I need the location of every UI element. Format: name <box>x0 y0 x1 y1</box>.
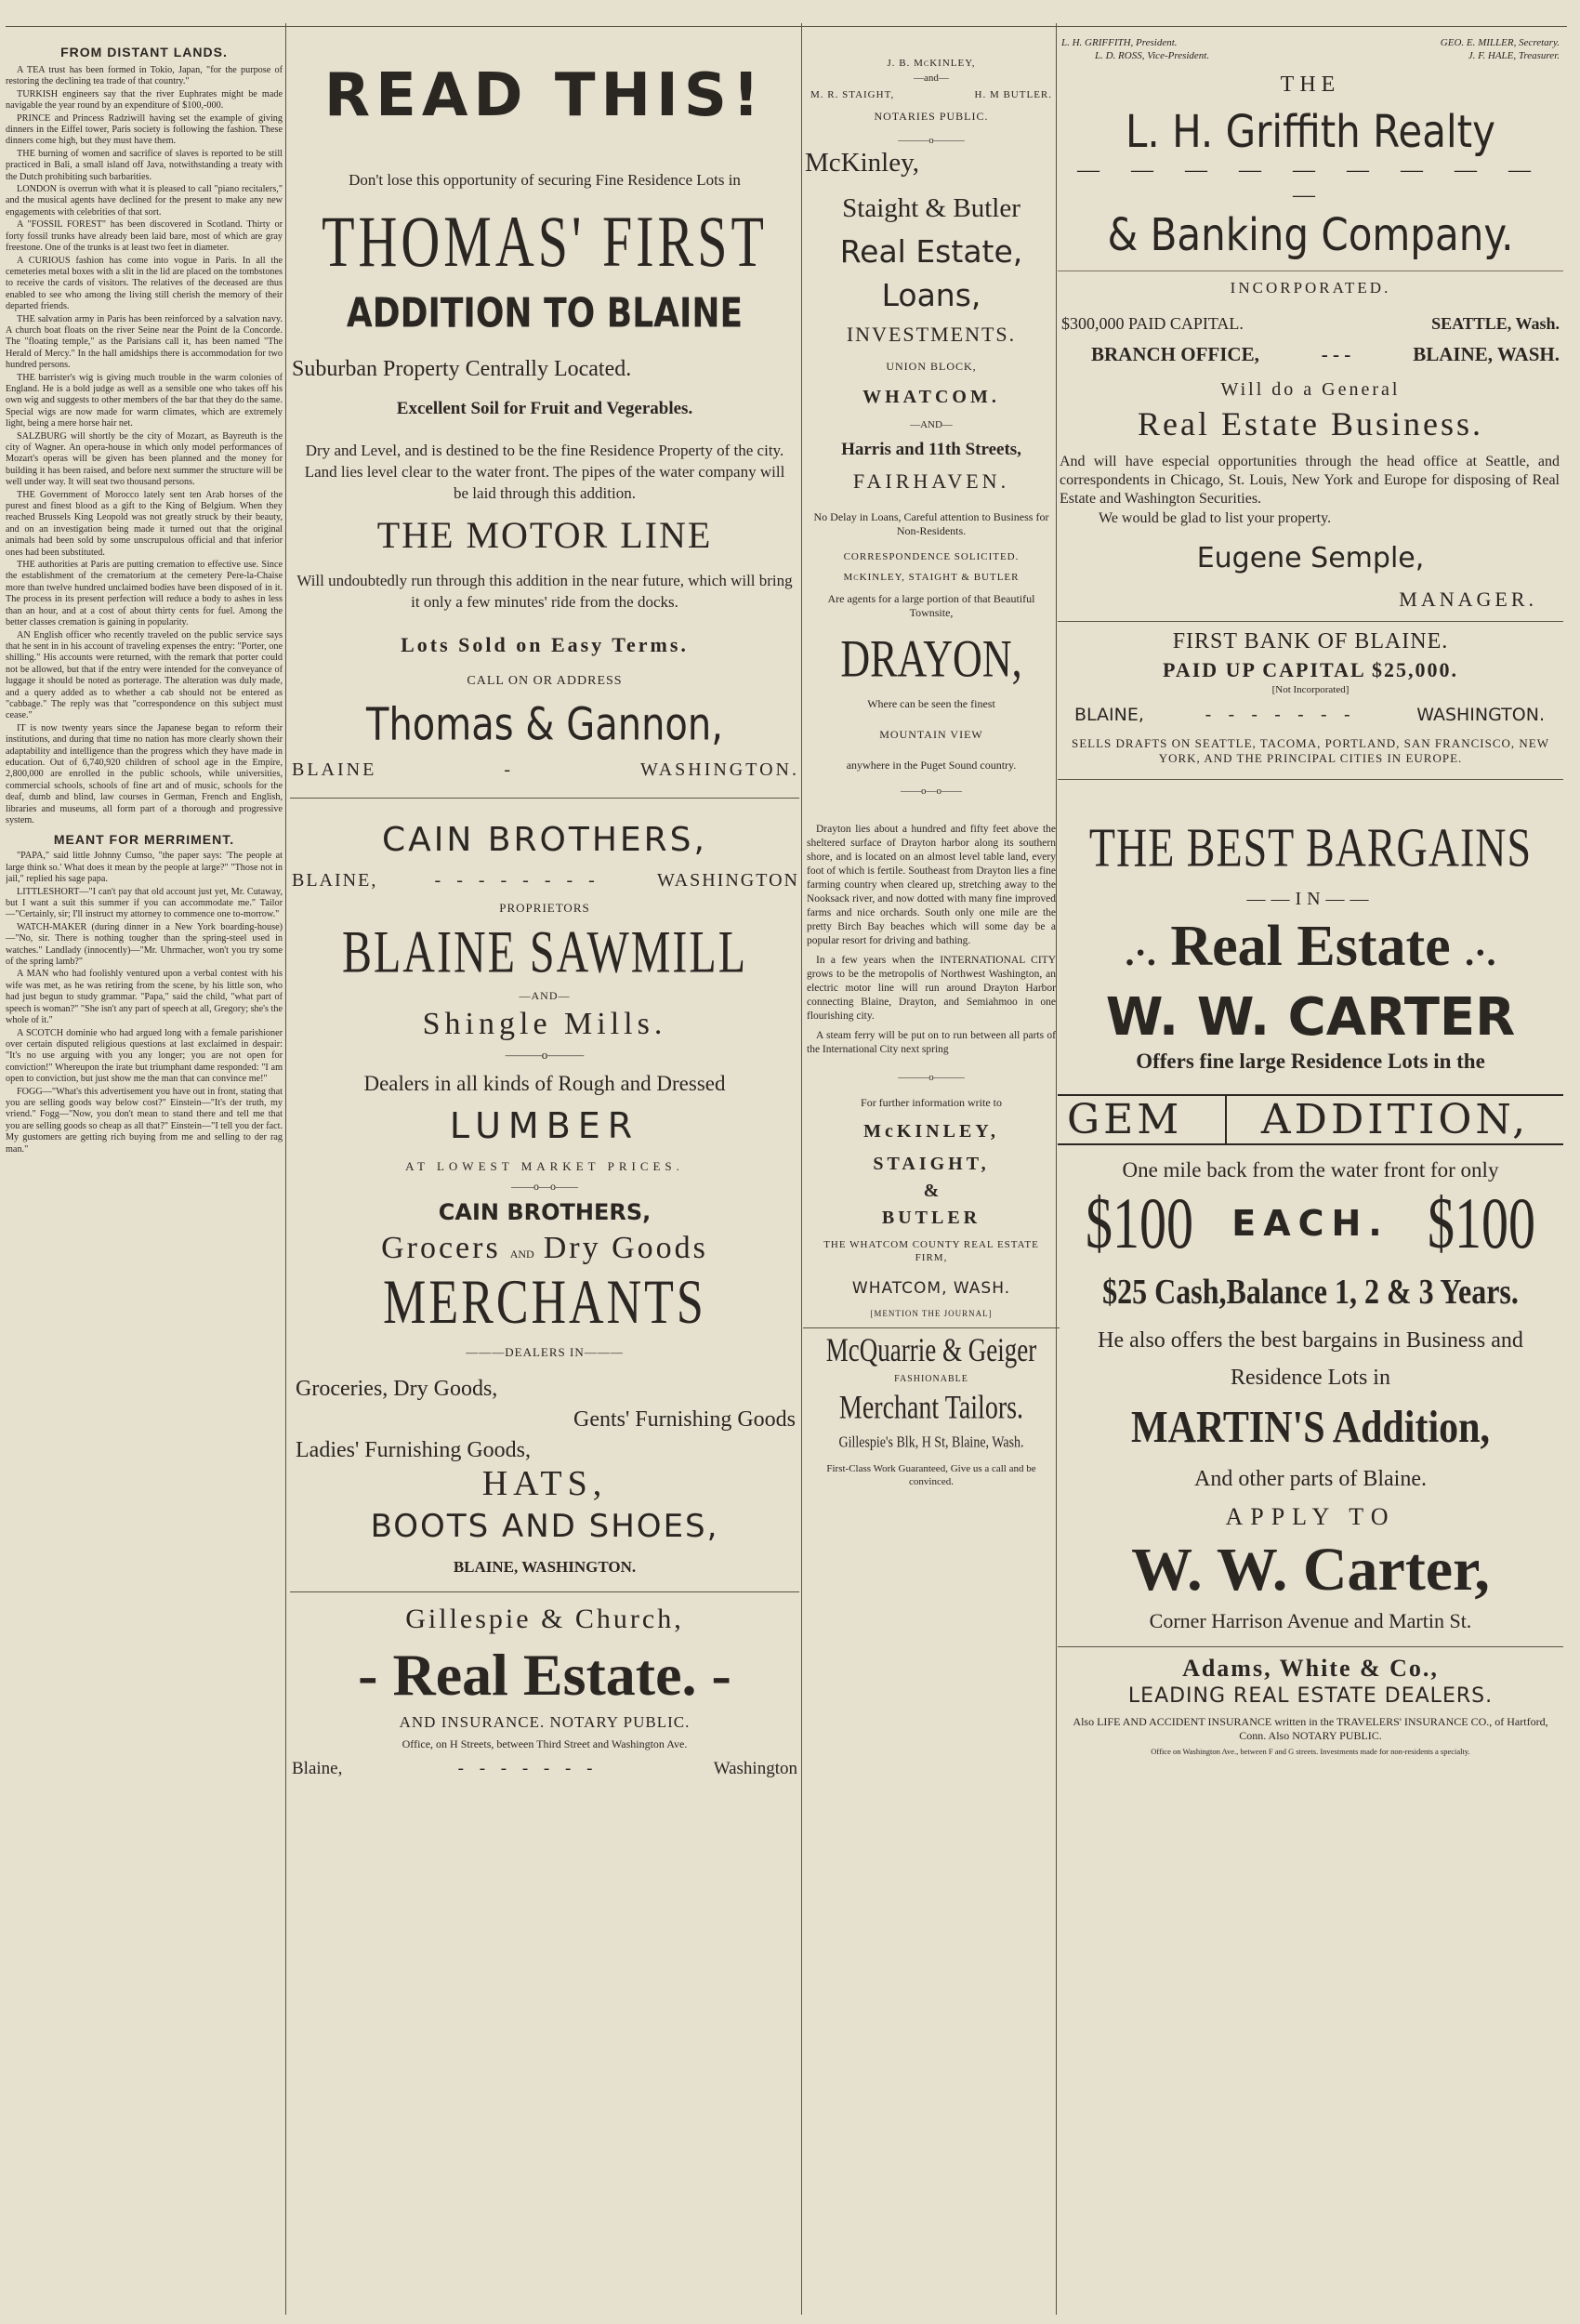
cain-ad <box>290 821 799 1577</box>
mckinley-name: McKinley, <box>805 148 919 178</box>
drayton-para-3: A steam ferry will be put on to run between all parts of the International City next spring <box>807 1030 1056 1055</box>
gillespie-state: Washington <box>713 1759 797 1778</box>
thomas-ad <box>290 61 799 781</box>
in-line: ——IN—— <box>1246 889 1375 909</box>
intro-text: Don't lose this opportunity of securing Fine Residence Lots in <box>349 171 741 189</box>
gem-addition-box <box>1058 1094 1563 1145</box>
blaine-sawmill: BLAINE SAWMILL <box>341 918 748 986</box>
suburban-line: Suburban Property Centrally Located. <box>292 357 632 381</box>
colon-ornament: .·. <box>1125 931 1156 973</box>
investments: INVESTMENTS. <box>846 323 1017 346</box>
gem: GEM <box>1058 1096 1227 1143</box>
seattle: SEATTLE, Wash. <box>1431 314 1560 333</box>
griffith-name-2: & Banking Company. <box>1107 208 1514 261</box>
whatcom: WHATCOM. <box>862 387 1000 407</box>
fashionable: FASHIONABLE <box>894 1374 968 1384</box>
agents-line: Are agents for a large portion of that Beautiful Townsite, <box>827 592 1035 619</box>
puget-line: anywhere in the Puget Sound country. <box>846 759 1017 772</box>
union-block: UNION BLOCK, <box>886 360 977 373</box>
news-item: TURKISH engineers say that the river Euphrates might be made navigable the year round by an expenditure of $100,-000. <box>6 88 283 112</box>
mcquarrie-geiger: McQuarrie & Geiger <box>825 1330 1037 1369</box>
gillespie-real-estate: - Real Estate. - <box>358 1642 731 1708</box>
hats: HATS, <box>481 1464 608 1503</box>
news-item: THE burning of women and sacrifice of slaves is reported to be still practiced in Bali, a small island off Java, notwithstanding a treaty with the Dutch prohibiting such barbarities. <box>6 148 283 182</box>
price-right: $100 <box>1428 1182 1535 1264</box>
eugene-semple: Eugene Semple, <box>1196 542 1425 574</box>
cain-city: BLAINE, <box>292 870 378 891</box>
corner: Corner Harrison Avenue and Martin St. <box>1149 1609 1472 1632</box>
news-item: A MAN who had foolishly ventured upon a verbal contest with his wife was met, as he was retiring from the scene, by his little son, who had just begun to study grammar. "Papa," said the child, "what part of speech is woman?" "She isn't any part of speech at all, Gregory; she's the whole of it." <box>6 969 283 1026</box>
adams-ad <box>1058 1655 1563 1756</box>
grocers: Grocers <box>381 1231 501 1265</box>
boots-shoes: BOOTS AND SHOES, <box>370 1508 719 1545</box>
glad-line: We would be glad to list your property. <box>1099 510 1332 526</box>
and-line: —AND— <box>519 989 571 1002</box>
gillespie-office: Office, on H Streets, between Third Street and Washington Ave. <box>402 1737 688 1750</box>
dash-line: — — — — — — — — — — <box>1077 158 1544 207</box>
news-item: THE authorities at Paris are putting cremation to effective use. Since the establishment of the crematorium at the cemetery Pere-la-Chaise more than twelve hundred unclaimed bodies have been disposed of in it. The process in its present perfection will reduce a body to ashes in less than an hour, and at a cost of about thirty cents for fuel. Among the better classes cremation is gaining in popularity. <box>6 560 283 628</box>
motor-line-title: THE MOTOR LINE <box>376 514 713 556</box>
each: EACH. <box>1231 1202 1389 1244</box>
mountain-view: MOUNTAIN VIEW <box>879 728 983 741</box>
thomas-state: WASHINGTON. <box>640 759 799 780</box>
tailor-address: Gillespie's Blk, H St, Blaine, Wash. <box>838 1434 1024 1452</box>
ww-carter-2: W. W. Carter, <box>1131 1536 1490 1604</box>
dealers-in: ———DEALERS IN——— <box>466 1345 624 1359</box>
colon-ornament: .·. <box>1465 931 1496 973</box>
news-items <box>6 65 283 826</box>
and-small: —and— <box>914 73 949 84</box>
news-item: WATCH-MAKER (during dinner in a New York boarding-house)—"No, sir. There is nothing tougher than the spring-steel used in watches." Landlady (innocently)—"Mr. Uhrmacher, won't you try some of the spring lamb?" <box>6 921 283 968</box>
soil-line: Excellent Soil for Fruit and Vegerables. <box>396 399 693 418</box>
call-on-line: CALL ON OR ADDRESS <box>467 674 623 688</box>
drayon: DRAYON, <box>840 628 1022 689</box>
write-name-1: McKINLEY, <box>863 1121 999 1142</box>
mckinley-firm: McKINLEY, STAIGHT & BUTLER <box>843 572 1020 583</box>
dash: - <box>504 759 514 780</box>
paid-capital: $300,000 PAID CAPITAL. <box>1061 314 1244 333</box>
motor-description: Will undoubtedly run through this addition in the near future, which will bring it only a few minutes' ride from the docks. <box>296 572 793 611</box>
partner-1: J. B. McKINLEY, <box>887 58 976 69</box>
and-line: —AND— <box>910 419 953 430</box>
re-business: Real Estate Business. <box>1138 405 1483 442</box>
column-rule-2 <box>801 23 802 2315</box>
thomas-first-title: THOMAS' FIRST <box>322 200 768 283</box>
news-item: AN English officer who recently traveled on the public service says that he sent in in his account of traveling expenses the entry: "Porter, one shilling." His accounts were returned, with the remark that porter could not be allowed, but that if the entry were intended for the conveyance of luggage it should be noted as porterage. The alteration was duly made, and a query added as to whether a cab should not be entered as "cabbage." The reply was that "correspondence on this subject must cease." <box>6 629 283 721</box>
news-item: THE salvation army in Paris has been reinforced by a salvation navy. A church boat floats on the river Seine near the Point de la Concorde. The "floating temple," as the Parisians call it, has been named "The Herald of Mercy." In the hall amidships there is accommodation for two hundred persons. <box>6 313 283 371</box>
news-item: PRINCE and Princess Radziwill having set the example of giving dinners in the Eiffel tower, Paris society is following the fashion. These dinners come high, but they must have them. <box>6 112 283 147</box>
divider-o: ———o——— <box>898 1072 965 1083</box>
divider <box>290 798 799 799</box>
seen-line: Where can be seen the finest <box>867 697 995 710</box>
incorporated: INCORPORATED. <box>1230 279 1391 297</box>
dash: - - - - - - - - <box>434 870 600 891</box>
best-bargains: THE BEST BARGAINS <box>1088 816 1533 878</box>
write-name-3: BUTLER <box>881 1208 981 1228</box>
thomas-description: Dry and Level, and is destined to be the fine Residence Property of the city. Land lies level clear to the water front. The pipes of the water company will be laid through this addition. <box>304 442 785 502</box>
notaries: NOTARIES PUBLIC. <box>874 110 989 123</box>
easy-terms: Lots Sold on Easy Terms. <box>401 633 689 656</box>
real-estate-big: Real Estate <box>1170 915 1451 978</box>
thomas-gannon: Thomas & Gannon, <box>366 699 723 751</box>
divider <box>1058 1646 1563 1647</box>
merriment-items <box>6 851 283 1155</box>
leading-dealers: LEADING REAL ESTATE DEALERS. <box>1127 1684 1494 1708</box>
adams-insurance: Also LIFE AND ACCIDENT INSURANCE written in the TRAVELERS' INSURANCE CO., of Hartford, Conn. Also NOTARY PUBLIC. <box>1073 1715 1548 1742</box>
branch-blaine: BLAINE, WASH. <box>1413 343 1560 365</box>
divider-oo: ——o—o—— <box>901 786 962 797</box>
cain-brothers-title: CAIN BROTHERS, <box>382 821 707 859</box>
adams-white: Adams, White & Co., <box>1182 1655 1439 1682</box>
insurance-line: AND INSURANCE. NOTARY PUBLIC. <box>399 1713 691 1731</box>
dash: - - - - - - - <box>457 1759 599 1778</box>
dry-goods: Dry Goods <box>543 1231 708 1265</box>
whatcom-firm: THE WHATCOM COUNTY REAL ESTATE FIRM, <box>823 1239 1039 1263</box>
adams-office: Office on Washington Ave., between F and G streets. Investments made for non-residents a specialty. <box>1151 1747 1470 1756</box>
whatcom-wash: WHATCOM, WASH. <box>851 1279 1011 1298</box>
griffith-name-1: L. H. Griffith Realty <box>1125 105 1496 158</box>
news-item: IT is now twenty years since the Japanese began to reform their institutions, and during that time no nation has more clearly shown their adaptability and intelligence than the progress which they have made in education. Out of 6,740,920 children of school age in the Empire, 2,800,000 are enrolled in the public schools, while universities, commercial schools, schools of fine art and of music, schools for the deaf, dumb and blind, law courses in German, French and English, libraries and museums, all form part of a thorough and progressive system. <box>6 722 283 825</box>
bank-state: WASHINGTON. <box>1416 705 1545 725</box>
streets: Harris and 11th Streets, <box>841 440 1021 459</box>
read-this-headline: READ THIS! <box>323 61 766 130</box>
mention-journal: [MENTION THE JOURNAL] <box>870 1309 993 1318</box>
addition-to-blaine-title: ADDITION TO BLAINE <box>346 290 744 337</box>
price-left: $100 <box>1086 1182 1193 1264</box>
bank-city: BLAINE, <box>1074 705 1144 725</box>
merchants: MERCHANTS <box>383 1268 706 1338</box>
carter-ad <box>1058 816 1563 1633</box>
divider-o: ———o——— <box>898 135 965 146</box>
also-offers: He also offers the best bargains in Business and Residence Lots in <box>1098 1328 1523 1390</box>
one-mile: One mile back from the water front for only <box>1122 1158 1499 1182</box>
news-item: LONDON is overrun with what it is pleased to call "piano recitalers," and the musical agents have declined for the present to make any new engagements with celebrities of that sort. <box>6 184 283 218</box>
divider <box>1058 621 1563 622</box>
divider-oo: ——o—o—— <box>511 1180 578 1193</box>
first-bank-ad <box>1058 629 1563 766</box>
cain-location: BLAINE, WASHINGTON. <box>453 1558 637 1576</box>
news-item: THE Government of Morocco lately sent ten Arab horses of the purest and finest blood as a gift to the King of Belgium. When they reached Brussels King Leopold was not greatly struck by their beauty, and on an investigation being made it turned out that the original animals had been sold by some unscrupulous official and that inferior ones had been substituted. <box>6 489 283 558</box>
lumber: LUMBER <box>449 1105 640 1146</box>
merriment-heading: MEANT FOR MERRIMENT. <box>53 832 235 848</box>
groceries-line: Groceries, Dry Goods, <box>296 1377 498 1401</box>
column-2 <box>290 28 799 2324</box>
dash: - - - <box>1321 343 1351 365</box>
divider <box>803 1327 1060 1328</box>
cash-terms: $25 Cash,Balance 1, 2 & 3 Years. <box>1102 1271 1519 1312</box>
martins-addition: MARTIN'S Addition, <box>1131 1403 1490 1453</box>
column-rule-1 <box>285 23 286 2315</box>
news-item: LITTLESHORT—"I can't pay that old account just yet, Mr. Cutaway, but I want a suit this summer if you can accommodate me." Tailor—"Certainly, sir; I'll instruct my attorney to commence one to-morrow." <box>6 886 283 920</box>
divider <box>290 1591 799 1592</box>
news-item: A TEA trust has been formed in Tokio, Japan, "for the purpose of restoring the declining tea trade of that country." <box>6 65 283 87</box>
news-item: A "FOSSIL FOREST" has been discovered in Scotland. Thirty or forty fossil trunks have already been laid bare, most of which are gray freestone. One of the trunks is at least two feet in diameter. <box>6 219 283 254</box>
apply-to: APPLY TO <box>1225 1503 1396 1530</box>
the-word: THE <box>1280 73 1341 97</box>
guarantee: First-Class Work Guaranteed, Give us a call and be convinced. <box>826 1463 1036 1487</box>
general-line: Will do a General <box>1220 379 1401 400</box>
griffith-treasurer: J. F. HALE, Treasurer. <box>1468 50 1560 61</box>
not-incorporated: [Not Incorporated] <box>1271 684 1350 695</box>
proprietors: PROPRIETORS <box>499 901 590 915</box>
mckinley-ad <box>803 58 1060 1318</box>
divider-o: ———o——— <box>505 1048 585 1062</box>
drayton-para-1: Drayton lies about a hundred and fifty feet above the sheltered surface of Drayton harbor along its southern shore, and is located on an almost level table land, every foot of which is fertile. Southeast from Drayton lies a fine farming country when cleared up, stretching away to the Nooksack river, and now dotted with many fine improved farms and nice orchards. South only one mile are the pretty Birch Bay beaches which will some day be a popular resort for driving and bathing. <box>807 824 1056 946</box>
gillespie-church: Gillespie & Church, <box>405 1604 684 1634</box>
griffith-description: And will have especial opportunities through the head office at Seattle, and correspondents in Chicago, St. Louis, New York and Europe for disposing of Real Estate and Washington Securities. <box>1060 454 1560 507</box>
branch-office: BRANCH OFFICE, <box>1091 343 1259 365</box>
griffith-vp: L. D. ROSS, Vice-President. <box>1095 50 1210 61</box>
sells-drafts: SELLS DRAFTS ON SEATTLE, TACOMA, PORTLAND, SAN FRANCISCO, NEW YORK, AND THE PRINCIPAL CITIES IN EUROPE. <box>1072 736 1549 765</box>
divider <box>1058 779 1563 780</box>
further-info: For further information write to <box>861 1096 1002 1109</box>
fairhaven: FAIRHAVEN. <box>852 469 1010 493</box>
addition: ADDITION, <box>1260 1096 1530 1143</box>
news-heading: FROM DISTANT LANDS. <box>60 45 228 59</box>
first-bank-title: FIRST BANK OF BLAINE. <box>1172 629 1449 654</box>
partner-3: H. M BUTLER. <box>974 89 1052 100</box>
gillespie-ad <box>290 1604 799 1779</box>
news-item: SALZBURG will shortly be the city of Mozart, as Bayreuth is the city of Wagner. An opera-house in which only model performances of Mozart's operas will be given has been planned and the money for building it has been raised, and before next summer the structure will be well under way. It will seat two thousand persons. <box>6 430 283 488</box>
griffith-president: L. H. GRIFFITH, President. <box>1061 37 1178 48</box>
dealers-line: Dealers in all kinds of Rough and Dressed <box>363 1072 726 1095</box>
gents-line: Gents' Furnishing Goods <box>573 1407 796 1432</box>
column-3 <box>803 28 1060 2324</box>
staight-butler: Staight & Butler <box>842 193 1020 223</box>
no-delay: No Delay in Loans, Careful attention to Business for Non-Residents. <box>813 510 1049 537</box>
column-4 <box>1058 28 1563 2324</box>
partner-2: M. R. STAIGHT, <box>810 89 895 100</box>
real-estate: Real Estate, <box>839 233 1023 270</box>
manager: MANAGER. <box>1399 588 1537 611</box>
thomas-city: BLAINE <box>292 759 377 780</box>
cain-brothers-2: CAIN BROTHERS, <box>438 1199 652 1225</box>
news-item: A CURIOUS fashion has come into vogue in Paris. In all the cemeteries metal boxes with a slit in the lid are placed on the tombstones to receive the cards of visitors. The relatives of the deceased are thus enabled to see who among the living still cherish the memory of their departed friends. <box>6 255 283 312</box>
news-column <box>6 28 283 2324</box>
first-bank-capital: PAID UP CAPITAL $25,000. <box>1163 658 1458 681</box>
offers-line: Offers fine large Residence Lots in the <box>1136 1050 1485 1073</box>
lowest-prices: AT LOWEST MARKET PRICES. <box>405 1159 684 1173</box>
loans: Loans, <box>881 277 981 313</box>
dash: - - - - - - - <box>1205 705 1356 725</box>
news-item: A SCOTCH dominie who had argued long with a female parishioner over certain disputed religious questions at last exclaimed in despair: "It's no use arguing with you any longer; you are not open for conviction!" Whereupon the irate but triumphant dame responded: "I am open to conviction, but just show me the man that can convince me!" <box>6 1027 283 1085</box>
write-name-2: STAIGHT, <box>873 1154 990 1174</box>
other-parts: And other parts of Blaine. <box>1194 1467 1427 1491</box>
top-rule <box>6 26 1567 27</box>
shingle-mills: Shingle Mills. <box>422 1007 667 1041</box>
news-item: "PAPA," said little Johnny Cumso, "the paper says: 'The people at large think so.' What does it mean by the people at large?" "Those not in jail," replied his sage papa. <box>6 851 283 885</box>
cain-state: WASHINGTON <box>657 870 799 891</box>
ww-carter: W. W. CARTER <box>1105 987 1516 1048</box>
merchant-tailors: Merchant Tailors. <box>838 1389 1024 1427</box>
news-item: THE barrister's wig is giving much trouble in the warm colonies of England. He is a bold judge as well as a sensible one who takes off his own wig and suggests to other members of the bar that they do the same. Special wigs are now made for warm climates, which are extremely light, being a mere horse hair net. <box>6 372 283 429</box>
gillespie-city: Blaine, <box>292 1759 343 1778</box>
mcquarrie-ad <box>803 1330 1060 1488</box>
griffith-secretary: GEO. E. MILLER, Secretary. <box>1440 37 1560 48</box>
griffith-ad <box>1058 37 1563 612</box>
news-item: FOGG—"What's this advertisement you have out in front, stating that you are selling goods way below cost?" Einstein—"It's der truth, my vriend." Fogg—"Now, you don't mean to stand there and tell me that you are selling goods so cheap as all that?" Einstein—"I tell you der fact. My gustomers are getting rich buying from me and selling to der rag man." <box>6 1086 283 1155</box>
correspondence: CORRESPONDENCE SOLICITED. <box>843 551 1020 562</box>
and-small: AND <box>509 1247 534 1261</box>
drayton-para-2: In a few years when the INTERNATIONAL CITY grows to be the metropolis of Northwest Washington, an electric motor line will run around Drayton Harbor connecting Blaine, Drayton, and Semiahmoo in one flourishing city. <box>807 955 1056 1022</box>
write-amp: & <box>923 1181 940 1201</box>
ladies-line: Ladies' Furnishing Goods, <box>296 1438 531 1462</box>
